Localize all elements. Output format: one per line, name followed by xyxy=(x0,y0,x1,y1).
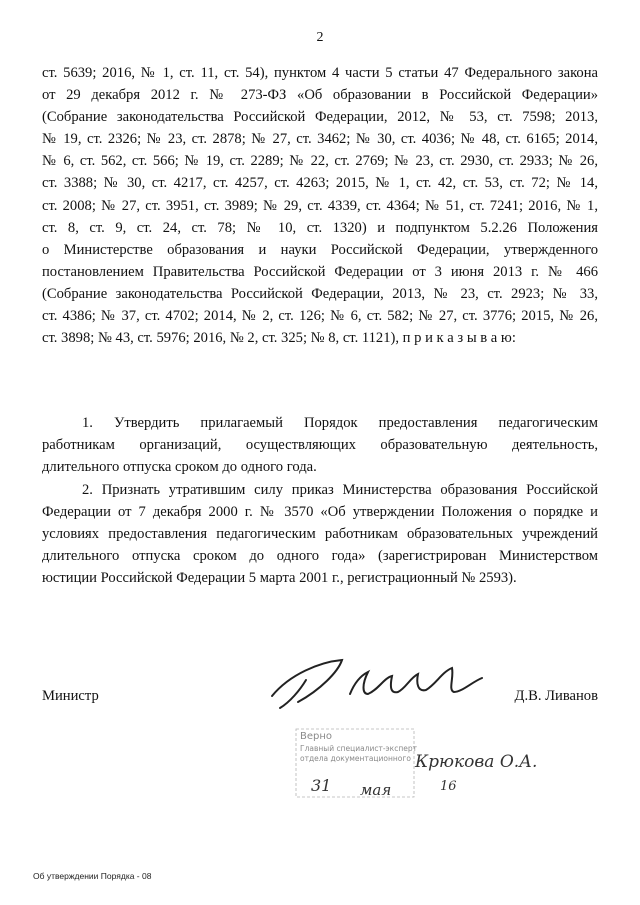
text-line: условиях предоставления педагогическим работникам образовательных учреждений xyxy=(42,526,598,543)
text-line: от 29 декабря 2012 г. № 273-ФЗ «Об образовании в Российской Федерации» xyxy=(42,87,598,104)
footer-filename: Об утверждении Порядка - 08 xyxy=(33,871,152,881)
stamp-line: Главный специалист-эксперт xyxy=(300,744,417,753)
text-line: № 6, ст. 562, ст. 566; № 19, ст. 2289; № 22, ст. 2769; № 23, ст. 2930, ст. 2933; № 26, xyxy=(42,153,598,170)
handwritten-signature xyxy=(250,650,490,714)
text-line: (Собрание законодательства Российской Федерации, 2013, № 23, ст. 2923; № 33, xyxy=(42,285,598,302)
clause-1-paragraph xyxy=(42,412,598,478)
text-line: ст. 3388; № 30, ст. 4217, ст. 4257, ст. 4263; 2015, № 1, ст. 42, ст. 53, ст. 72; № 14, xyxy=(42,175,598,192)
stamp-heading: Верно xyxy=(300,731,333,742)
preamble-paragraph xyxy=(42,62,598,349)
text-line: юстиции Российской Федерации 5 марта 2001 г., регистрационный № 2593). xyxy=(42,570,517,587)
text-line: работникам организаций, осуществляющих образовательную деятельность, xyxy=(42,437,598,454)
handwritten-month: мая xyxy=(360,781,392,799)
text-line: 2. Признать утратившим силу приказ Министерства образования Российской xyxy=(82,482,598,498)
signatory-name: Д.В. Ливанов xyxy=(514,688,598,704)
handwritten-name: Крюкова О.А. xyxy=(415,752,538,772)
text-line: постановлением Правительства Российской Федерации от 3 июня 2013 г. № 466 xyxy=(42,263,598,280)
text-line: 1. Утвердить прилагаемый Порядок предоставления педагогическим xyxy=(82,415,598,431)
handwritten-day: 31 xyxy=(311,776,332,795)
text-line: (Собрание законодательства Российской Федерации, 2012, № 53, ст. 7598; 2013, xyxy=(42,109,598,126)
text-line: ст. 8, ст. 9, ст. 24, ст. 78; № 10, ст. 1320) и подпунктом 5.2.26 Положения xyxy=(42,219,598,236)
text-line: ст. 2008; № 27, ст. 3951, ст. 3989; № 29, ст. 4339, ст. 4364; № 51, ст. 7241; 2016, № 1, xyxy=(42,197,598,214)
text-line: № 19, ст. 2326; № 23, ст. 2878; № 27, ст. 3462; № 30, ст. 4036; № 48, ст. 6165; 2014, xyxy=(42,131,598,148)
text-line: длительного отпуска сроком до одного года» (зарегистрирован Министерством xyxy=(42,548,598,565)
text-line: ст. 5639; 2016, № 1, ст. 11, ст. 54), пунктом 4 части 5 статьи 47 Федерального закона xyxy=(42,65,598,81)
signatory-title: Министр xyxy=(42,688,99,704)
stamp-line: отдела документационного xyxy=(300,754,411,763)
page-number: 2 xyxy=(316,30,324,45)
handwritten-year: 16 xyxy=(440,779,457,794)
text-line: Федерации от 7 декабря 2000 г. № 3570 «Об утверждении Положения о порядке и xyxy=(42,504,598,521)
text-line: длительного отпуска сроком до одного года. xyxy=(42,459,317,476)
clause-2-paragraph xyxy=(42,479,598,589)
text-line: ст. 4386; № 37, ст. 4702; 2014, № 2, ст. 126; № 6, ст. 582; № 27, ст. 3776; 2015, № 26, xyxy=(42,308,598,325)
text-line: ст. 3898; № 43, ст. 5976; 2016, № 2, ст. 325; № 8, ст. 1121), п р и к а з ы в а ю: xyxy=(42,330,516,347)
text-line: о Министерстве образования и науки Российской Федерации, утвержденного xyxy=(42,241,598,258)
